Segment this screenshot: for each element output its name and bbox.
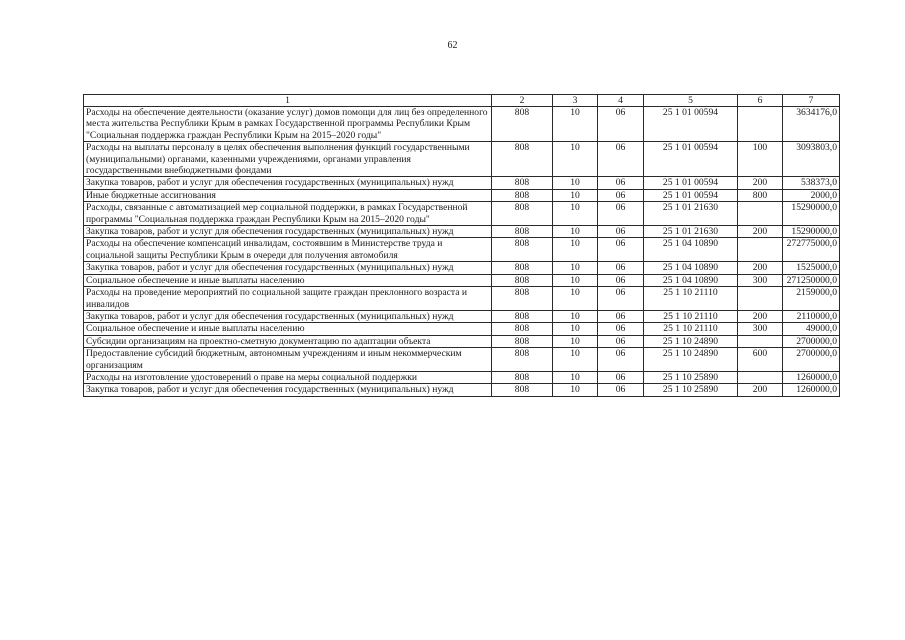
subsection-code-cell: 06	[598, 274, 644, 286]
section-code-cell: 10	[553, 384, 598, 396]
table-row	[84, 348, 840, 372]
expense-type-cell: 800	[738, 189, 783, 201]
ministry-code-cell: 808	[492, 371, 553, 383]
amount-cell: 2700000,0	[783, 348, 840, 372]
target-article-cell: 25 1 10 21110	[644, 287, 738, 311]
amount-cell: 1260000,0	[783, 384, 840, 396]
expense-name-cell: Расходы на обеспечение деятельности (оказание услуг) домов помощи для лиц без определенного места жительства Республики Крым в рамках Государственной программы Республики Крым "Социальная поддержка граждан Республики Крым на 2015–2020 годы"	[84, 107, 492, 142]
ministry-code-cell: 808	[492, 384, 553, 396]
table-row	[84, 371, 840, 383]
section-code-cell: 10	[553, 335, 598, 347]
section-code-cell: 10	[553, 371, 598, 383]
section-code-cell: 10	[553, 142, 598, 177]
expense-name-cell: Иные бюджетные ассигнования	[84, 189, 492, 201]
subsection-code-cell: 06	[598, 323, 644, 335]
subsection-code-cell: 06	[598, 107, 644, 142]
target-article-cell: 25 1 10 25890	[644, 384, 738, 396]
expense-name-cell: Закупка товаров, работ и услуг для обеспечения государственных (муниципальных) нужд	[84, 310, 492, 322]
expense-type-cell: 300	[738, 274, 783, 286]
expense-type-cell: 600	[738, 348, 783, 372]
target-article-cell: 25 1 10 21110	[644, 323, 738, 335]
page-number: 62	[447, 40, 458, 51]
section-code-cell: 10	[553, 189, 598, 201]
amount-cell: 15290000,0	[783, 226, 840, 238]
target-article-cell: 25 1 10 24890	[644, 348, 738, 372]
header-col-7: 7	[783, 95, 840, 107]
subsection-code-cell: 06	[598, 287, 644, 311]
amount-cell: 1525000,0	[783, 262, 840, 274]
ministry-code-cell: 808	[492, 274, 553, 286]
amount-cell: 272775000,0	[783, 238, 840, 262]
subsection-code-cell: 06	[598, 371, 644, 383]
expense-type-cell: 100	[738, 142, 783, 177]
ministry-code-cell: 808	[492, 323, 553, 335]
table-row	[84, 287, 840, 311]
table-body	[84, 107, 840, 397]
subsection-code-cell: 06	[598, 142, 644, 177]
subsection-code-cell: 06	[598, 226, 644, 238]
amount-cell: 3093803,0	[783, 142, 840, 177]
expense-name-cell: Закупка товаров, работ и услуг для обеспечения государственных (муниципальных) нужд	[84, 226, 492, 238]
target-article-cell: 25 1 01 00594	[644, 107, 738, 142]
target-article-cell: 25 1 01 21630	[644, 226, 738, 238]
table-row	[84, 310, 840, 322]
table-row	[84, 142, 840, 177]
section-code-cell: 10	[553, 323, 598, 335]
ministry-code-cell: 808	[492, 177, 553, 189]
ministry-code-cell: 808	[492, 142, 553, 177]
table-row	[84, 202, 840, 226]
amount-cell: 2000,0	[783, 189, 840, 201]
expense-type-cell	[738, 238, 783, 262]
section-code-cell: 10	[553, 238, 598, 262]
target-article-cell: 25 1 10 24890	[644, 335, 738, 347]
ministry-code-cell: 808	[492, 107, 553, 142]
expense-name-cell: Расходы на выплаты персоналу в целях обеспечения выполнения функций государственными (муниципальными) органами, казенными учреждениями, органами управления государственными внебюджетными фондами	[84, 142, 492, 177]
budget-table	[83, 94, 840, 397]
ministry-code-cell: 808	[492, 202, 553, 226]
subsection-code-cell: 06	[598, 177, 644, 189]
expense-name-cell: Социальное обеспечение и иные выплаты населению	[84, 323, 492, 335]
amount-cell: 2159000,0	[783, 287, 840, 311]
amount-cell: 1260000,0	[783, 371, 840, 383]
expense-type-cell	[738, 287, 783, 311]
header-col-6: 6	[738, 95, 783, 107]
subsection-code-cell: 06	[598, 202, 644, 226]
header-row	[84, 95, 840, 107]
expense-type-cell: 200	[738, 310, 783, 322]
expense-name-cell: Закупка товаров, работ и услуг для обеспечения государственных (муниципальных) нужд	[84, 384, 492, 396]
expense-name-cell: Расходы, связанные с автоматизацией мер социальной поддержки, в рамках Государственной программы "Социальная поддержка граждан Республики Крым на 2015–2020 годы"	[84, 202, 492, 226]
section-code-cell: 10	[553, 107, 598, 142]
expense-type-cell: 200	[738, 262, 783, 274]
section-code-cell: 10	[553, 226, 598, 238]
amount-cell: 2110000,0	[783, 310, 840, 322]
section-code-cell: 10	[553, 177, 598, 189]
subsection-code-cell: 06	[598, 238, 644, 262]
target-article-cell: 25 1 04 10890	[644, 238, 738, 262]
ministry-code-cell: 808	[492, 189, 553, 201]
table-row	[84, 335, 840, 347]
target-article-cell: 25 1 04 10890	[644, 274, 738, 286]
header-col-1: 1	[84, 95, 492, 107]
expense-name-cell: Социальное обеспечение и иные выплаты населению	[84, 274, 492, 286]
table-row	[84, 189, 840, 201]
header-col-2: 2	[492, 95, 553, 107]
ministry-code-cell: 808	[492, 238, 553, 262]
target-article-cell: 25 1 04 10890	[644, 262, 738, 274]
table-row	[84, 107, 840, 142]
header-col-4: 4	[598, 95, 644, 107]
subsection-code-cell: 06	[598, 189, 644, 201]
expense-type-cell	[738, 202, 783, 226]
table-row	[84, 238, 840, 262]
subsection-code-cell: 06	[598, 310, 644, 322]
target-article-cell: 25 1 01 00594	[644, 142, 738, 177]
expense-name-cell: Субсидии организациям на проектно-сметную документацию по адаптации объекта	[84, 335, 492, 347]
ministry-code-cell: 808	[492, 348, 553, 372]
target-article-cell: 25 1 01 00594	[644, 189, 738, 201]
expense-type-cell	[738, 371, 783, 383]
table-row	[84, 323, 840, 335]
expense-type-cell	[738, 107, 783, 142]
table-row	[84, 262, 840, 274]
subsection-code-cell: 06	[598, 348, 644, 372]
amount-cell: 271250000,0	[783, 274, 840, 286]
amount-cell: 15290000,0	[783, 202, 840, 226]
section-code-cell: 10	[553, 262, 598, 274]
header-col-3: 3	[553, 95, 598, 107]
expense-type-cell: 200	[738, 177, 783, 189]
expense-name-cell: Предоставление субсидий бюджетным, автономным учреждениям и иным некоммерческим организациям	[84, 348, 492, 372]
section-code-cell: 10	[553, 274, 598, 286]
target-article-cell: 25 1 10 25890	[644, 371, 738, 383]
expense-name-cell: Расходы на обеспечение компенсаций инвалидам, состоявшим в Министерстве труда и социальной защиты Республики Крым в очереди для получения автомобиля	[84, 238, 492, 262]
table-row	[84, 274, 840, 286]
amount-cell: 3634176,0	[783, 107, 840, 142]
expense-type-cell: 300	[738, 323, 783, 335]
ministry-code-cell: 808	[492, 226, 553, 238]
subsection-code-cell: 06	[598, 335, 644, 347]
ministry-code-cell: 808	[492, 262, 553, 274]
amount-cell: 49000,0	[783, 323, 840, 335]
expense-type-cell	[738, 335, 783, 347]
table-row	[84, 177, 840, 189]
expense-name-cell: Закупка товаров, работ и услуг для обеспечения государственных (муниципальных) нужд	[84, 262, 492, 274]
header-col-5: 5	[644, 95, 738, 107]
target-article-cell: 25 1 01 21630	[644, 202, 738, 226]
section-code-cell: 10	[553, 202, 598, 226]
target-article-cell: 25 1 10 21110	[644, 310, 738, 322]
ministry-code-cell: 808	[492, 335, 553, 347]
subsection-code-cell: 06	[598, 262, 644, 274]
table-row	[84, 384, 840, 396]
expense-type-cell: 200	[738, 226, 783, 238]
amount-cell: 2700000,0	[783, 335, 840, 347]
section-code-cell: 10	[553, 287, 598, 311]
expense-name-cell: Расходы на проведение мероприятий по социальной защите граждан преклонного возраста и инвалидов	[84, 287, 492, 311]
expense-name-cell: Закупка товаров, работ и услуг для обеспечения государственных (муниципальных) нужд	[84, 177, 492, 189]
expense-name-cell: Расходы на изготовление удостоверений о праве на меры социальной поддержки	[84, 371, 492, 383]
section-code-cell: 10	[553, 310, 598, 322]
ministry-code-cell: 808	[492, 287, 553, 311]
ministry-code-cell: 808	[492, 310, 553, 322]
subsection-code-cell: 06	[598, 384, 644, 396]
amount-cell: 538373,0	[783, 177, 840, 189]
table-row	[84, 226, 840, 238]
section-code-cell: 10	[553, 348, 598, 372]
target-article-cell: 25 1 01 00594	[644, 177, 738, 189]
expense-type-cell: 200	[738, 384, 783, 396]
